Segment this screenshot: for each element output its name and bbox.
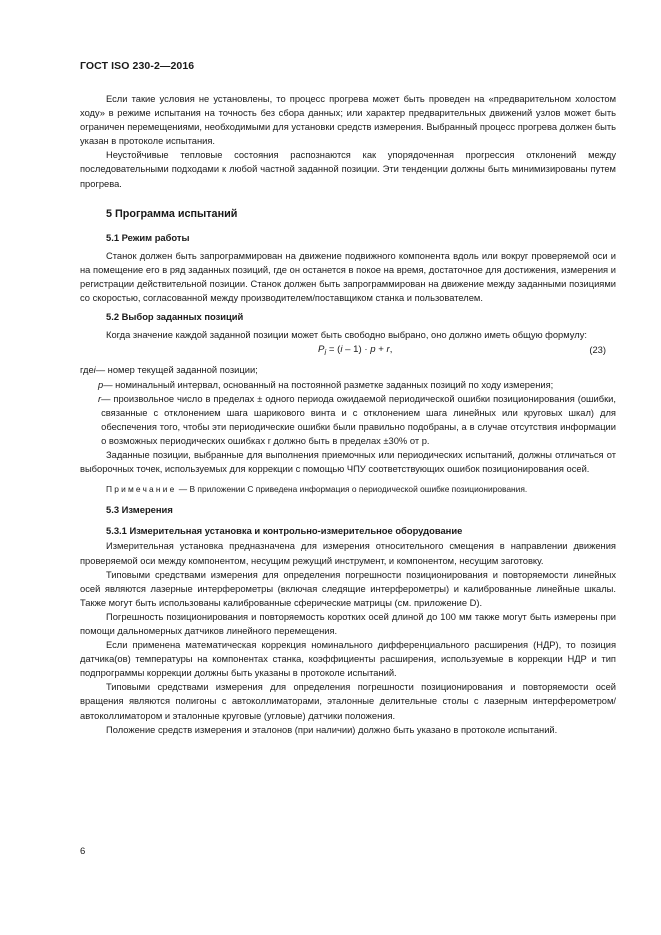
note: Примечание — В приложении С приведена информация о периодической ошибке позиционирования. bbox=[106, 484, 528, 495]
section-5-3-1-paragraph-5: Типовыми средствами измерения для определения погрешности позиционирования и повторяемости осей вращения являются полигоны с автоколлиматорами, эталонные делительные столы с лазерным интерферометром/автоколлиматором и эталонные круговые (угловые) датчики положения. bbox=[80, 682, 616, 721]
formula-23 bbox=[80, 343, 616, 359]
formula-expression: $P_i = (i - 1) \cdot p + r$, bbox=[318, 344, 393, 358]
section-5-3-1-paragraph-1: Измерительная установка предназначена для измерения относительного смещения в направлении движения проверяемой оси между компонентом, несущим режущий инструмент, и компонентом, несущим заготовку. bbox=[80, 541, 616, 566]
intro-paragraph-2: Неустойчивые тепловые состояния распознаются как упорядоченная прогрессия отклонений между последовательными подходами к любой частной заданной позиции. Эти тенденции должны быть минимизированы путем прогрева. bbox=[80, 150, 616, 189]
page-number: 6 bbox=[80, 846, 86, 857]
section-5-heading: 5 Программа испытаний bbox=[106, 207, 238, 220]
definition-r: r — произвольное число в пределах ± одного периода ожидаемой периодической ошибки позиционирования (ошибки, связанные с отклонением шага шарикового винта и с отклонением шага линейных или круговых шкал) для обеспечения того, чтобы эти периодические ошибки были правильно подобраны, а в случае отсутствия информации о возможных периодических ошибках r должно быть в пределах ±30% от p. bbox=[98, 393, 616, 446]
section-5-1-heading: 5.1 Режим работы bbox=[106, 231, 190, 243]
page-content bbox=[80, 92, 616, 737]
definition-p: p — номинальный интервал, основанный на постоянной разметке заданных позиций по ходу измерения; bbox=[98, 379, 554, 390]
section-5-3-1-heading: 5.3.1 Измерительная установка и контрольно-измерительное оборудование bbox=[106, 525, 463, 537]
formula-number: (23) bbox=[589, 344, 606, 356]
section-5-1-paragraph: Станок должен быть запрограммирован на движение подвижного компонента вдоль или вокруг проверяемой оси и на помещение его в ряд заданных позиций, где он останется в покое на время, достаточное для достижения, измерения и регистрации действительной позиции. Станок должен быть запрограммирован на движение между заданными позициями со скоростью, согласованной между производителем/поставщиком станка и пользователем. bbox=[80, 250, 616, 304]
section-5-2-paragraph-1: Когда значение каждой заданной позиции может быть свободно выбрано, оно должно иметь общую формулу: bbox=[106, 330, 587, 341]
section-5-3-1-paragraph-6: Положение средств измерения и эталонов (при наличии) должно быть указано в протоколе испытаний. bbox=[106, 724, 558, 735]
formula-definitions bbox=[80, 363, 616, 448]
document-header: ГОСТ ISO 230-2—2016 bbox=[80, 60, 195, 72]
section-5-3-heading: 5.3 Измерения bbox=[106, 504, 173, 516]
section-5-3-1-paragraph-2: Типовыми средствами измерения для определения погрешности позиционирования и повторяемости линейных осей являются лазерные интерферометры (включая следящие интерферометры) и калиброванные линейные шкалы. Также могут быть использованы калиброванные сферические матрицы (см. приложение D). bbox=[80, 569, 616, 608]
section-5-3-1-paragraph-4: Если применена математическая коррекция номинального дифференциального расширения (НДР), то позиция датчика(ов) температуры на компонентах станка, коэффициенты расширения, используемые в коррекции НДР и тип подпрограммы коррекции должны быть указаны в протоколе испытаний. bbox=[80, 640, 616, 679]
definition-i: где i — номер текущей заданной позиции; bbox=[80, 365, 258, 376]
intro-paragraph-1: Если такие условия не установлены, то процесс прогрева может быть проведен на «предварительном холостом ходу» в режиме испытания на точность без сбора данных; или характер предварительных движений узлов может быть ограничен перемещениями, необходимыми для установки средств измерения. Выбранный процесс прогрева должен быть указан в протоколе испытания. bbox=[80, 94, 616, 147]
section-5-2-heading: 5.2 Выбор заданных позиций bbox=[106, 311, 244, 323]
section-5-2-paragraph-2: Заданные позиции, выбранные для выполнения приемочных или периодических испытаний, должны отличаться от выборочных точек, используемых для коррекции с помощью ЧПУ соответствующих ошибок позиционирования осей. bbox=[80, 449, 616, 475]
section-5-3-1-paragraph-3: Погрешность позиционирования и повторяемость коротких осей длиной до 100 мм также могут быть измерены при помощи дальномерных датчиков линейного перемещения. bbox=[80, 611, 616, 636]
